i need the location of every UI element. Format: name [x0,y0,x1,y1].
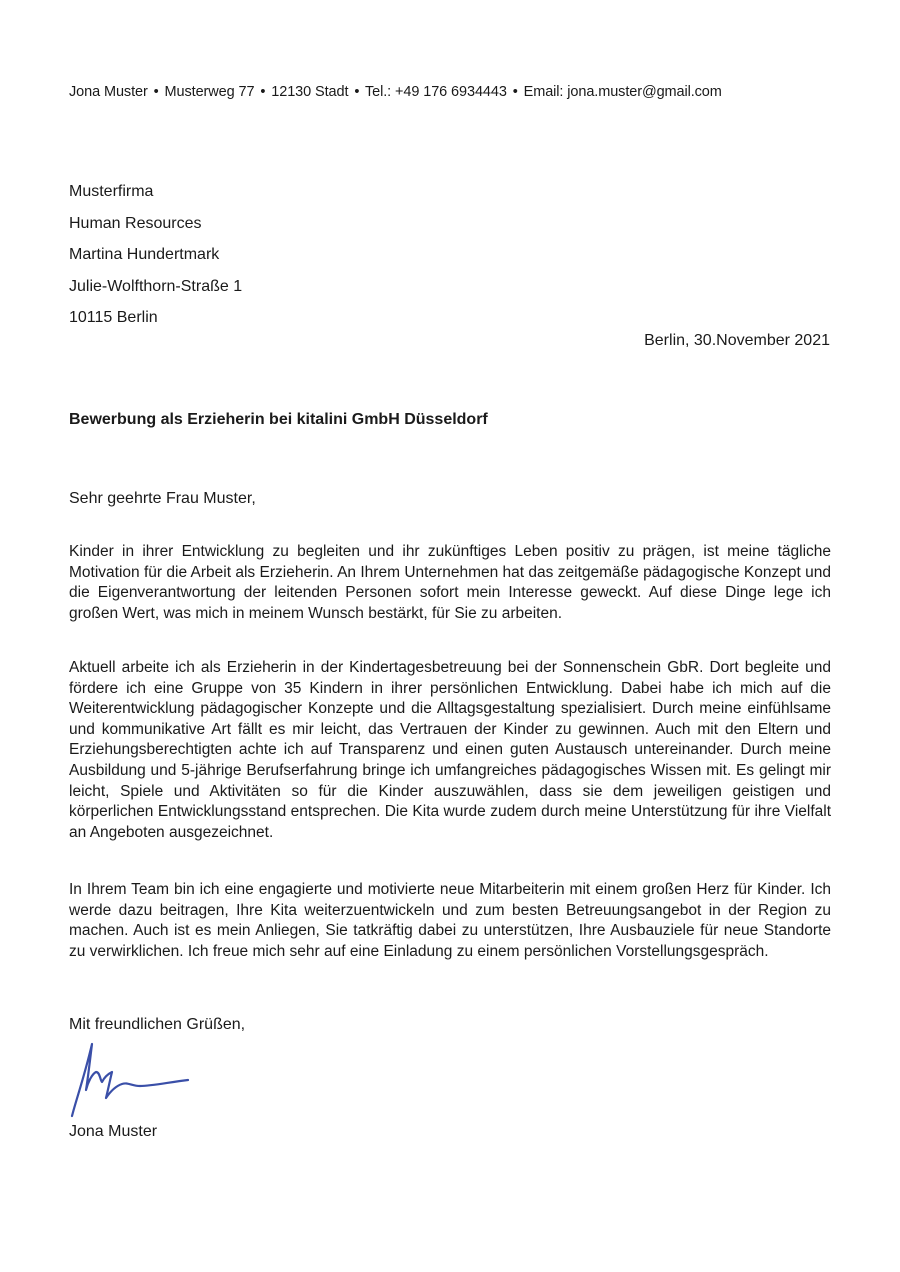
body-paragraph: Aktuell arbeite ich als Erzieherin in der Kindertagesbetreuung bei der Sonnenschein GbR. Dort begleite und fördere ich eine Gruppe von 35 Kindern in ihrer persönlichen Entwicklung. Dabei habe ich mich auf die Weiterentwicklung pädagogischer Konzepte und die Alltagsgestaltung spezialisiert. Durch meine einfühlsame und kommunikative Art fällt es mir leicht, das Vertrauen der Kinder zu gewinnen. Auch mit den Eltern und Erziehungsberechtigten achte ich auf Transparenz und einen guten Austausch untereinander. Durch meine Ausbildung und 5-jährige Berufserfahrung bringe ich umfangreiches pädagogisches Wissen mit. Es gelingt mir leicht, Spiele und Aktivitäten so für die Kinder auszuwählen, dass sie dem jeweiligen geistigen und körperlichen Entwicklungsstand entsprechen. Die Kita wurde zudem durch meine Unterstützung für ihre Vielfalt an Angeboten ausgezeichnet. [69,659,831,841]
signature-image [66,1038,211,1122]
separator: • [354,84,360,100]
signer-name: Jona Muster [69,1123,158,1140]
separator: • [512,84,518,100]
recipient-contact: Martina Hundertmark [69,246,220,263]
separator: • [153,84,159,100]
recipient-street: Julie-Wolfthorn-Straße 1 [69,277,243,295]
sender-city: 12130 Stadt [271,84,349,100]
sender-line [69,84,722,100]
sender-street: Musterweg 77 [164,84,255,100]
recipient-department: Human Resources [69,214,202,232]
closing: Mit freundlichen Grüßen, [69,1016,246,1033]
letter-date: Berlin, 30.November 2021 [644,332,830,349]
sender-email: Email: jona.muster@gmail.com [523,84,722,100]
recipient-address [69,176,242,334]
salutation: Sehr geehrte Frau Muster, [69,490,256,507]
body-paragraph: In Ihrem Team bin ich eine engagierte und motivierte neue Mitarbeiterin mit einem großen Herz für Kinder. Ich werde dazu beitragen, Ihre Kita weiterzuentwickeln und zum besten Betreuungsangebot in der Region zu machen. Auch ist es mein Anliegen, Sie tatkräftig dabei zu unterstützen, Ihre Ausbauziele für neue Standorte zu verwirklichen. Ich freue mich sehr auf eine Einladung zu einem persönlichen Vorstellungsgespräch. [69,881,831,960]
letter-subject: Bewerbung als Erzieherin bei kitalini GmbH Düsseldorf [69,411,488,428]
body-paragraph: Kinder in ihrer Entwicklung zu begleiten und ihr zukünftiges Leben positiv zu prägen, ist meine tägliche Motivation für die Arbeit als Erzieherin. An Ihrem Unternehmen hat das zeitgemäße pädagogische Konzept und die Eigenverantwortung der leitenden Personen sofort mein Interesse geweckt. Auf diese Dinge lege ich großen Wert, was mich in meinem Wunsch bestärkt, für Sie zu arbeiten. [69,543,831,622]
sender-phone: Tel.: +49 176 6934443 [364,84,507,100]
recipient-city: 10115 Berlin [69,309,158,326]
sender-name: Jona Muster [69,84,148,100]
recipient-company: Musterfirma [69,183,154,200]
separator: • [260,84,266,100]
